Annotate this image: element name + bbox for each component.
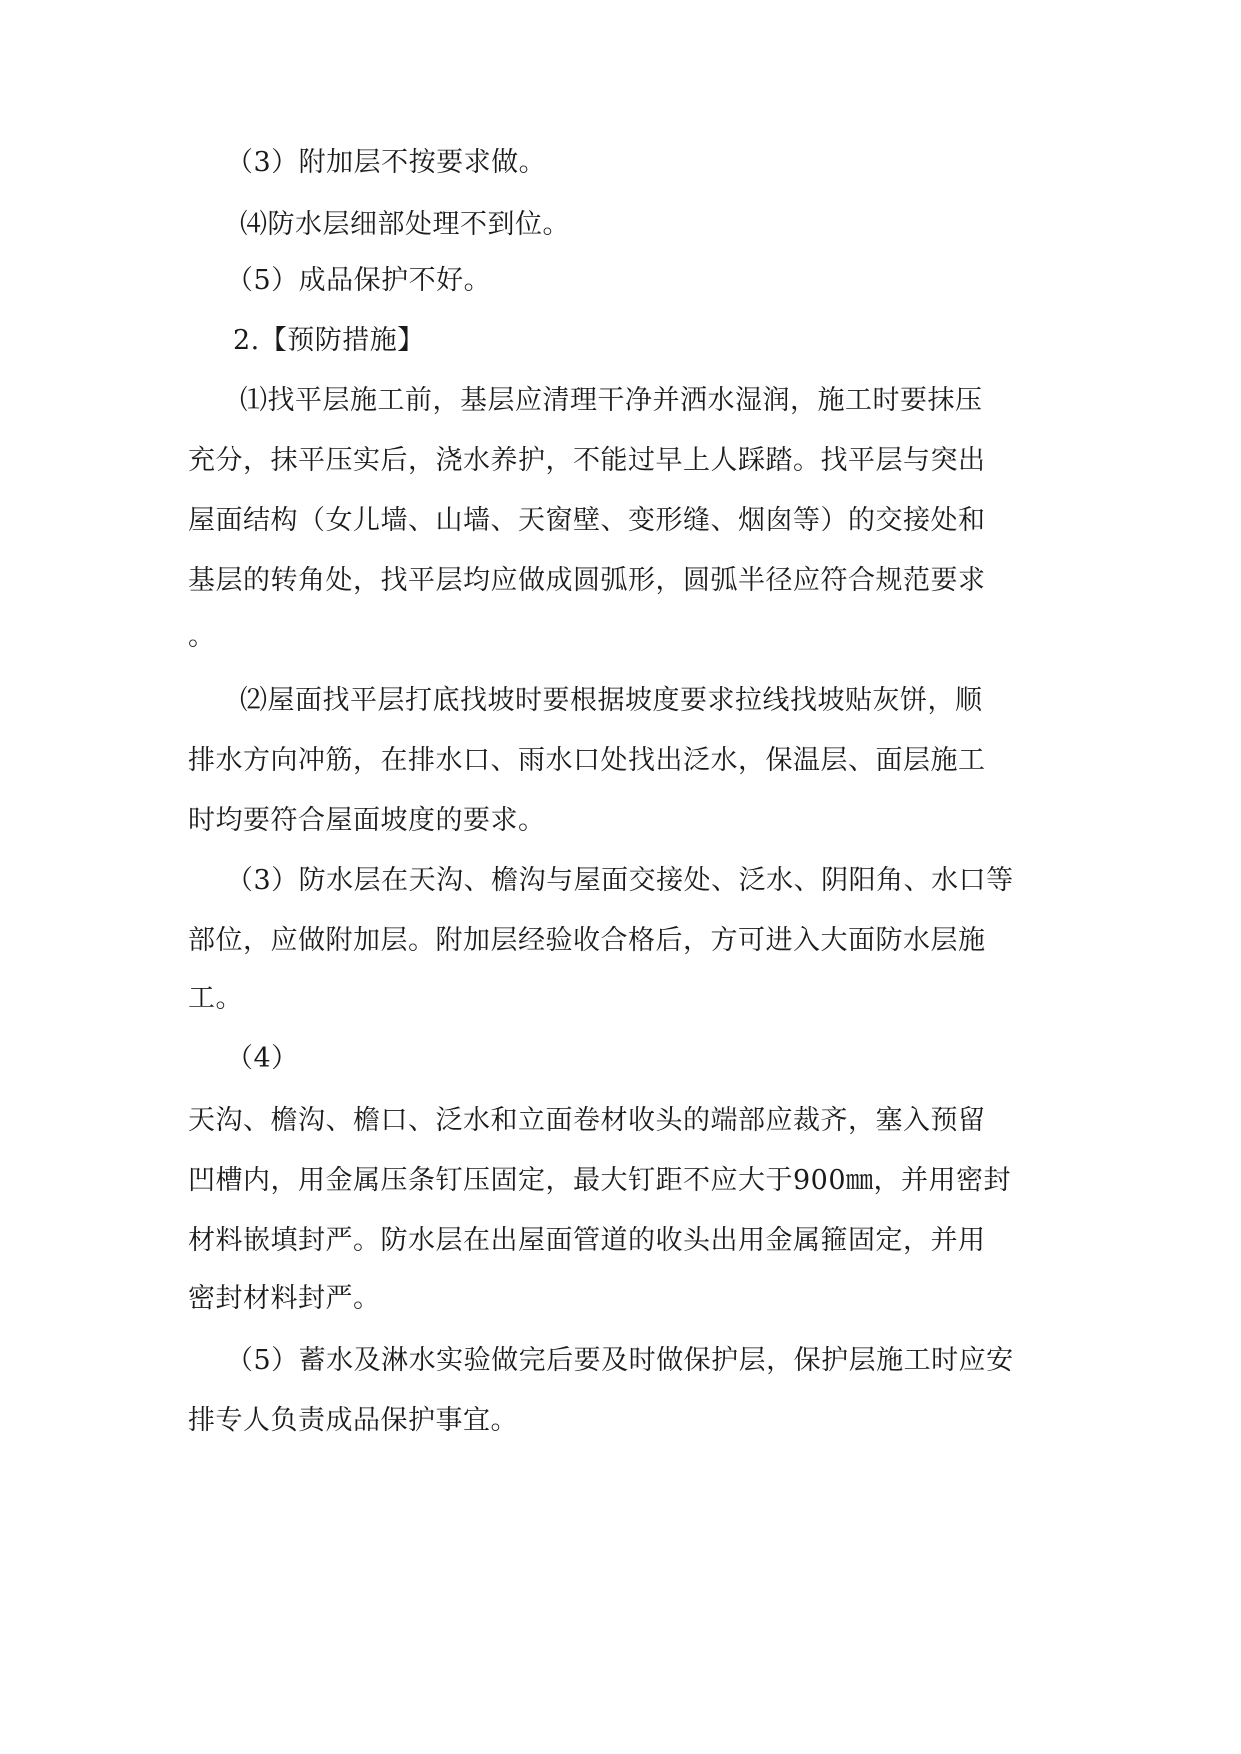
text-line-measure-4-c: 材料嵌填封严。防水层在出屋面管道的收头出用金属箍固定，并用 (188, 1225, 986, 1256)
text-line-measure-1-d: 基层的转角处，找平层均应做成圆弧形，圆弧半径应符合规范要求 (188, 565, 986, 596)
text-line-issue-3: （3）附加层不按要求做。 (226, 147, 547, 178)
text-line-measure-4-d: 密封材料封严。 (188, 1283, 381, 1314)
text-line-measure-1-c: 屋面结构（女儿墙、山墙、天窗壁、变形缝、烟囱等）的交接处和 (188, 505, 986, 536)
text-line-issue-5: （5）成品保护不好。 (226, 265, 492, 296)
text-line-measure-2-a: ⑵屋面找平层打底找坡时要根据坡度要求拉线找坡贴灰饼，顺 (240, 685, 983, 716)
text-line-measure-1-e: 。 (188, 621, 216, 652)
text-line-measure-4-b: 凹槽内，用金属压条钉压固定，最大钉距不应大于900㎜，并用密封 (188, 1165, 1012, 1196)
text-line-measure-3-b: 部位，应做附加层。附加层经验收合格后，方可进入大面防水层施 (188, 925, 986, 956)
text-line-measure-5-b: 排专人负责成品保护事宜。 (188, 1405, 518, 1436)
section-heading-prevention: 2.【预防措施】 (233, 325, 425, 356)
text-line-measure-3-a: （3）防水层在天沟、檐沟与屋面交接处、泛水、阴阳角、水口等 (226, 865, 1014, 896)
text-line-measure-1-a: ⑴找平层施工前，基层应清理干净并洒水湿润，施工时要抹压 (240, 385, 983, 416)
text-line-measure-3-c: 工。 (188, 983, 243, 1014)
text-line-measure-2-b: 排水方向冲筋，在排水口、雨水口处找出泛水，保温层、面层施工 (188, 745, 986, 776)
text-line-measure-2-c: 时均要符合屋面坡度的要求。 (188, 805, 546, 836)
text-line-measure-4-a: 天沟、檐沟、檐口、泛水和立面卷材收头的端部应裁齐，塞入预留 (188, 1105, 986, 1136)
text-line-measure-4-number: （4） (226, 1043, 299, 1074)
text-line-issue-4: ⑷防水层细部处理不到位。 (240, 209, 570, 240)
text-line-measure-5-a: （5）蓄水及淋水实验做完后要及时做保护层，保护层施工时应安 (226, 1345, 1014, 1376)
text-line-measure-1-b: 充分，抹平压实后，浇水养护，不能过早上人踩踏。找平层与突出 (188, 445, 986, 476)
